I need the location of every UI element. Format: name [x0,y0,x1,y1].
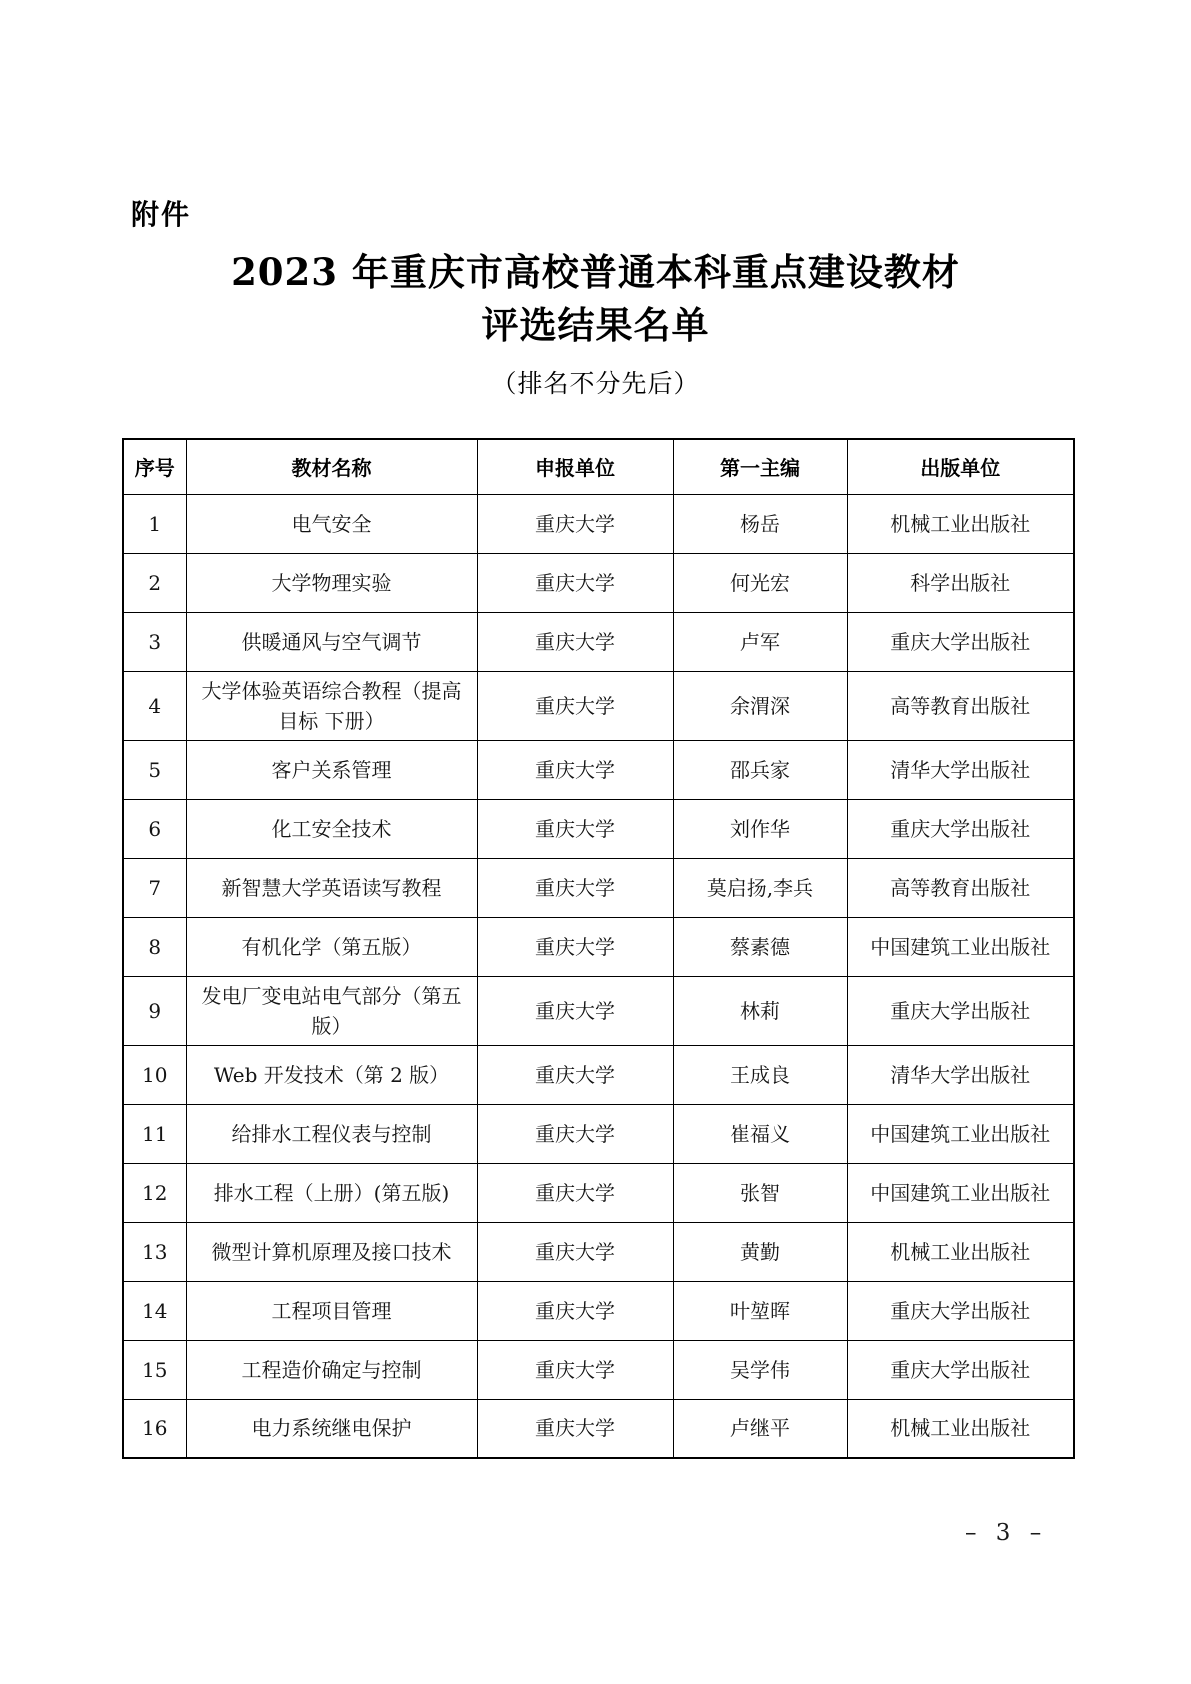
cell-index: 12 [123,1163,186,1222]
cell-unit: 重庆大学 [477,858,673,917]
table-header-row [123,439,1074,494]
cell-index: 7 [123,858,186,917]
cell-unit: 重庆大学 [477,1340,673,1399]
table-row [123,1045,1074,1104]
cell-index: 9 [123,976,186,1045]
cell-index: 3 [123,612,186,671]
cell-editor: 吴学伟 [673,1340,847,1399]
header-title: 教材名称 [186,439,477,494]
cell-title: 微型计算机原理及接口技术 [186,1222,477,1281]
cell-publisher: 机械工业出版社 [847,1222,1074,1281]
cell-index: 11 [123,1104,186,1163]
header-publisher: 出版单位 [847,439,1074,494]
cell-editor: 莫启扬,李兵 [673,858,847,917]
cell-publisher: 机械工业出版社 [847,1399,1074,1458]
cell-index: 6 [123,799,186,858]
cell-index: 1 [123,494,186,553]
cell-publisher: 重庆大学出版社 [847,612,1074,671]
cell-title: 工程项目管理 [186,1281,477,1340]
cell-index: 4 [123,671,186,740]
cell-unit: 重庆大学 [477,494,673,553]
cell-unit: 重庆大学 [477,553,673,612]
table-row [123,1163,1074,1222]
table-row [123,494,1074,553]
cell-index: 15 [123,1340,186,1399]
cell-editor: 叶堃晖 [673,1281,847,1340]
cell-editor: 邵兵家 [673,740,847,799]
cell-editor: 林莉 [673,976,847,1045]
cell-title: 电气安全 [186,494,477,553]
cell-title: 大学物理实验 [186,553,477,612]
cell-unit: 重庆大学 [477,1222,673,1281]
cell-publisher: 高等教育出版社 [847,858,1074,917]
cell-unit: 重庆大学 [477,740,673,799]
cell-index: 5 [123,740,186,799]
cell-unit: 重庆大学 [477,612,673,671]
table-row [123,917,1074,976]
cell-publisher: 清华大学出版社 [847,740,1074,799]
table-body [123,494,1074,1458]
cell-editor: 王成良 [673,1045,847,1104]
cell-publisher: 重庆大学出版社 [847,1281,1074,1340]
cell-unit: 重庆大学 [477,1104,673,1163]
cell-unit: 重庆大学 [477,799,673,858]
cell-index: 8 [123,917,186,976]
cell-publisher: 重庆大学出版社 [847,799,1074,858]
table-row [123,1399,1074,1458]
cell-editor: 杨岳 [673,494,847,553]
cell-editor: 蔡素德 [673,917,847,976]
table-row [123,858,1074,917]
cell-publisher: 科学出版社 [847,553,1074,612]
page-title-line2: 评选结果名单 [481,303,710,347]
cell-title: 给排水工程仪表与控制 [186,1104,477,1163]
cell-title: 客户关系管理 [186,740,477,799]
page-subtitle: （排名不分先后） [491,369,700,398]
cell-title: 有机化学（第五版） [186,917,477,976]
table-row [123,1281,1074,1340]
cell-title: 工程造价确定与控制 [186,1340,477,1399]
cell-unit: 重庆大学 [477,917,673,976]
cell-publisher: 重庆大学出版社 [847,976,1074,1045]
cell-editor: 卢军 [673,612,847,671]
table-row [123,612,1074,671]
cell-editor: 黄勤 [673,1222,847,1281]
cell-title: 排水工程（上册）(第五版) [186,1163,477,1222]
cell-unit: 重庆大学 [477,976,673,1045]
cell-editor: 余渭深 [673,671,847,740]
cell-publisher: 机械工业出版社 [847,494,1074,553]
table-row [123,1104,1074,1163]
cell-title: 新智慧大学英语读写教程 [186,858,477,917]
cell-editor: 崔福义 [673,1104,847,1163]
cell-title: 大学体验英语综合教程（提高目标 下册） [186,671,477,740]
cell-unit: 重庆大学 [477,1281,673,1340]
cell-editor: 张智 [673,1163,847,1222]
cell-index: 10 [123,1045,186,1104]
results-table [122,438,1075,1459]
header-unit: 申报单位 [477,439,673,494]
cell-title: 供暖通风与空气调节 [186,612,477,671]
cell-unit: 重庆大学 [477,1163,673,1222]
cell-editor: 卢继平 [673,1399,847,1458]
table-row [123,671,1074,740]
cell-publisher: 中国建筑工业出版社 [847,1104,1074,1163]
table-header [123,439,1074,494]
cell-index: 13 [123,1222,186,1281]
attachment-label: 附件 [131,198,192,231]
cell-index: 2 [123,553,186,612]
cell-title: Web 开发技术（第 2 版） [186,1045,477,1104]
cell-publisher: 中国建筑工业出版社 [847,1163,1074,1222]
cell-title: 电力系统继电保护 [186,1399,477,1458]
cell-publisher: 重庆大学出版社 [847,1340,1074,1399]
header-index: 序号 [123,439,186,494]
page-title-line1: 2023 年重庆市高校普通本科重点建设教材 [231,250,960,294]
cell-publisher: 中国建筑工业出版社 [847,917,1074,976]
table-row [123,740,1074,799]
page-title [0,246,1191,352]
table-row [123,976,1074,1045]
table-row [123,553,1074,612]
header-editor: 第一主编 [673,439,847,494]
cell-unit: 重庆大学 [477,1045,673,1104]
table-row [123,799,1074,858]
table-row [123,1340,1074,1399]
cell-publisher: 清华大学出版社 [847,1045,1074,1104]
cell-title: 发电厂变电站电气部分（第五版） [186,976,477,1045]
cell-editor: 何光宏 [673,553,847,612]
cell-editor: 刘作华 [673,799,847,858]
page-number: – 3 – [965,1520,1048,1546]
cell-unit: 重庆大学 [477,1399,673,1458]
cell-title: 化工安全技术 [186,799,477,858]
cell-publisher: 高等教育出版社 [847,671,1074,740]
cell-unit: 重庆大学 [477,671,673,740]
cell-index: 16 [123,1399,186,1458]
cell-index: 14 [123,1281,186,1340]
table-row [123,1222,1074,1281]
